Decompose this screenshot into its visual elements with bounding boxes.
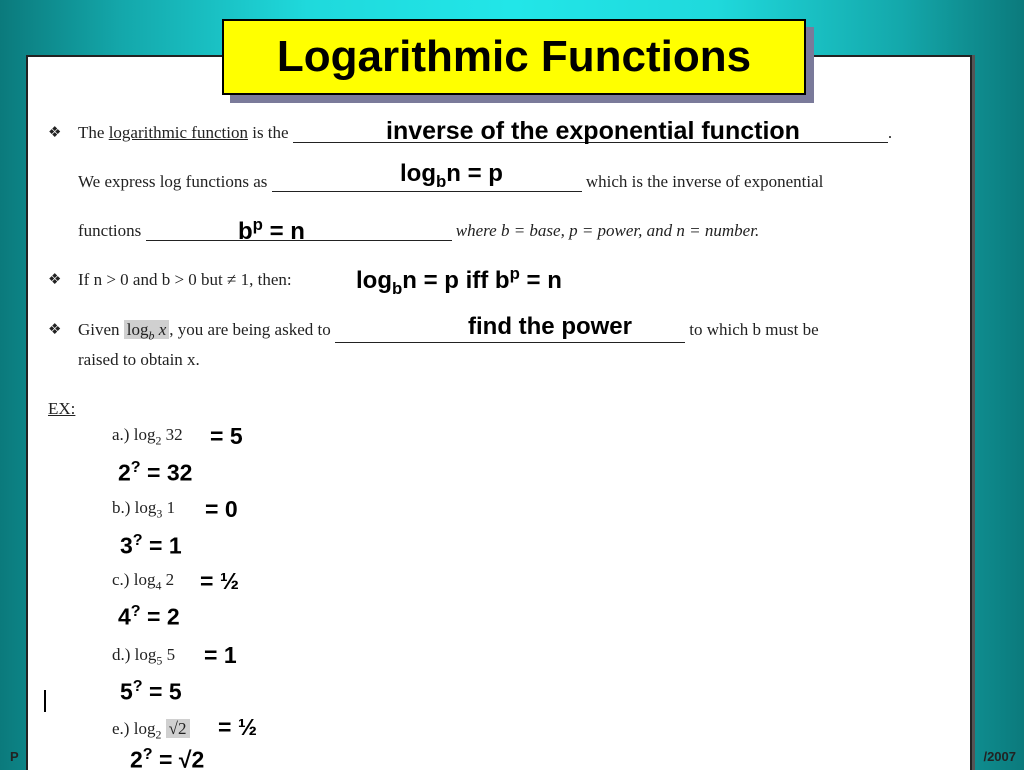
highlighted-sqrt: √2	[166, 719, 190, 738]
example-d-answer: = 1	[204, 642, 237, 668]
example-c-expression: c.) $\log_4 2$	[112, 570, 175, 593]
example-a-equation: 2? = 32	[118, 458, 193, 486]
line3-text: functions where b = base, p = power, and n = number.	[78, 221, 760, 240]
text-cursor	[44, 690, 46, 712]
example-e-equation: 2? = √2	[130, 745, 205, 770]
example-b-answer: = 0	[205, 496, 238, 522]
diamond-bullet-icon: ❖	[48, 270, 62, 288]
answer-line3: $b^p = n$	[238, 215, 305, 245]
diamond-bullet-icon: ❖	[48, 123, 62, 141]
example-c-equation: 4? = 2	[118, 602, 180, 630]
example-a-answer: = 5	[210, 423, 243, 449]
example-c-answer: = ½	[200, 568, 240, 594]
footer-right-text: /2007	[983, 749, 1016, 764]
line1-text: The logarithmic function is the .	[78, 123, 893, 142]
example-d-equation: 5? = 5	[120, 677, 182, 705]
example-a-expression: a.) $\log_2 32$	[112, 425, 183, 448]
answer-line1: inverse of the exponential function	[386, 117, 800, 145]
term-logarithmic-function: logarithmic function	[108, 123, 248, 142]
example-b-expression: b.) $\log_3 1$	[112, 498, 176, 521]
answer-line4: $\log_bn = p$ iff $b^p = n$	[356, 264, 562, 298]
line5-continuation: raised to obtain x.	[78, 350, 200, 369]
answer-line5: find the power	[468, 313, 632, 340]
example-b-equation: 3? = 1	[120, 531, 182, 559]
worksheet-document	[26, 55, 972, 770]
example-d-expression: d.) $\log_5 5$	[112, 645, 176, 668]
example-e-answer: = ½	[218, 714, 258, 740]
highlighted-log-expression: $\log_b x$	[124, 320, 169, 339]
ex-label: EX:	[48, 399, 76, 418]
line4-text: If n > 0 and b > 0 but ≠ 1, then:	[78, 270, 292, 289]
slide-title: Logarithmic Functions	[222, 19, 806, 95]
line5-text: Given $\log_b x$ , you are being asked to to which b must be	[78, 320, 819, 343]
diamond-bullet-icon: ❖	[48, 320, 62, 338]
example-e-expression: e.) $\log_2 √2$	[112, 719, 190, 742]
footer-left-text: P	[10, 749, 19, 764]
answer-line2: $\log_bn = p$	[400, 160, 503, 191]
line2-text: We express log functions as which is the inverse of exponential	[78, 172, 824, 191]
